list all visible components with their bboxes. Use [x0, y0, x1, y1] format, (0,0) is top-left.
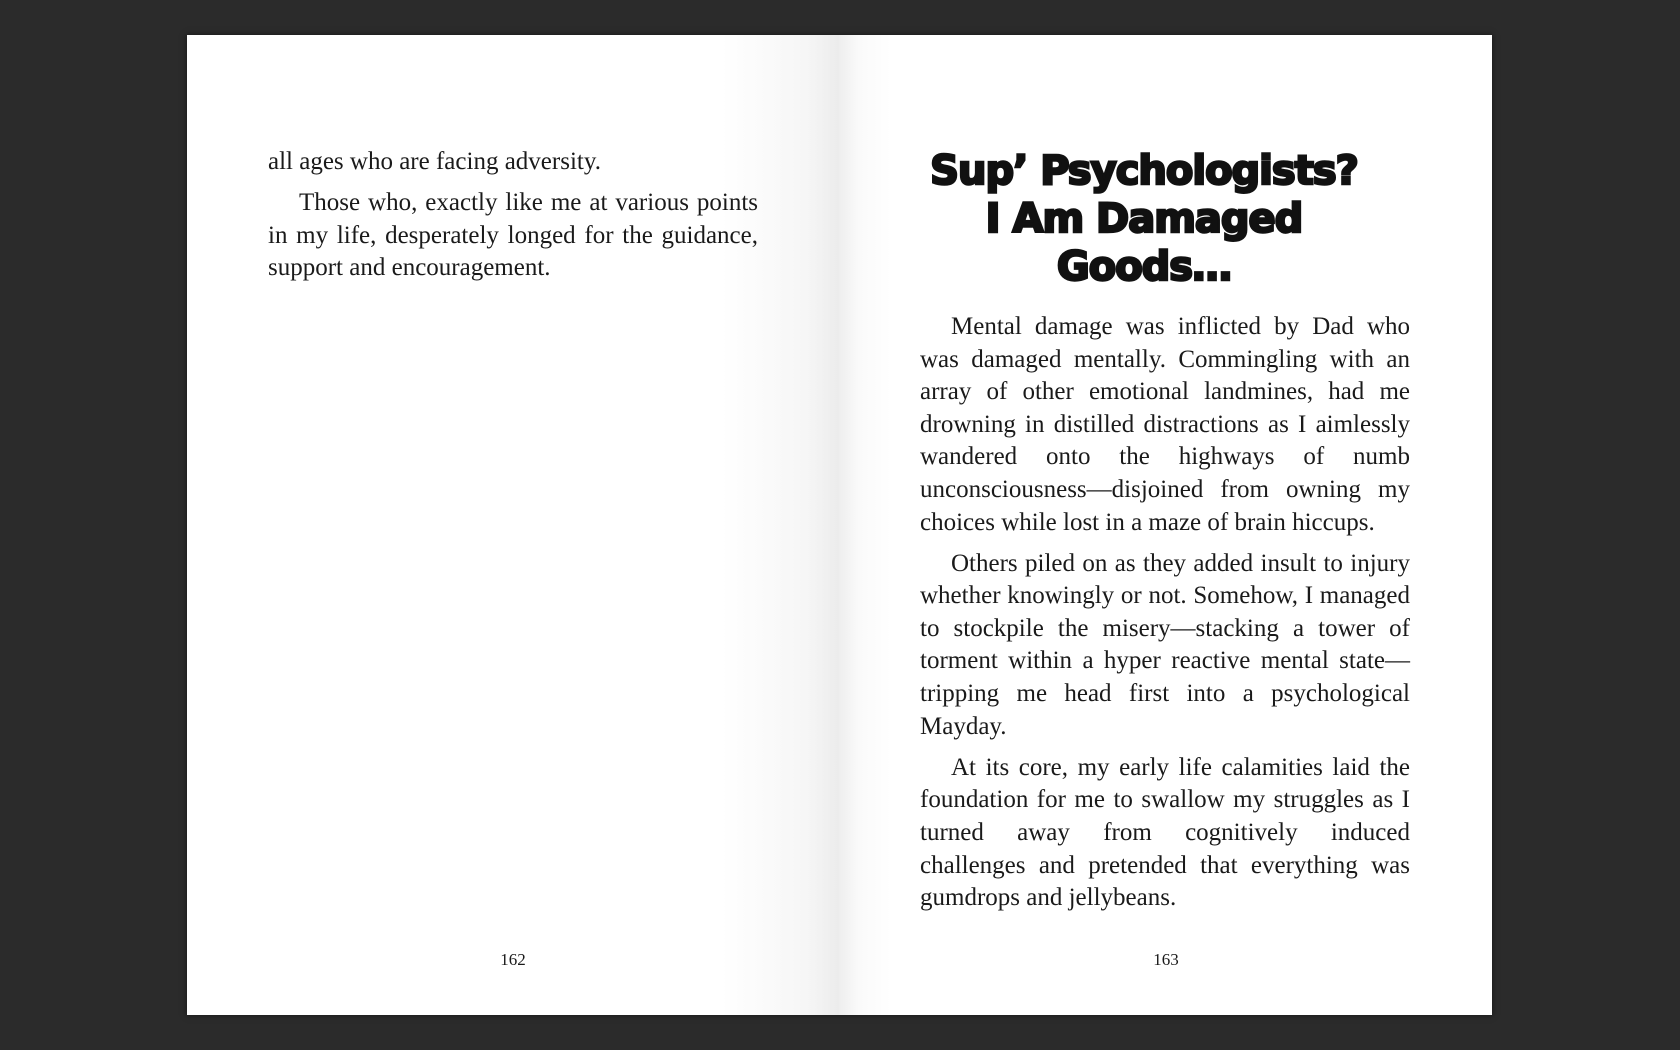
page-number-right: 163 [1153, 950, 1179, 969]
paragraph: Mental damage was inflicted by Dad who was damaged mentally. Commingling with an array of other emotional landmines, had me drowning in distilled distractions as I aimlessly wandered onto the highways of numb unconsciousness—disjoined from owning my choices while lost in a maze of brain hiccups. [920, 313, 1410, 536]
right-page [839, 35, 1492, 1015]
paragraph: all ages who are facing adversity. [268, 148, 601, 175]
paragraph: At its core, my early life calamities laid the foundation for me to swallow my struggles as I turned away from cognitively induced challenges and pretended that everything was gumdrops and jellybeans. [920, 753, 1410, 912]
page-number-left: 162 [500, 950, 526, 969]
paragraph: Those who, exactly like me at various points in my life, desperately longed for the guidance, support and encouragement. [268, 189, 758, 282]
left-page [187, 35, 839, 1015]
chapter-title [899, 147, 1389, 291]
chapter-title-line: I Am Damaged [985, 196, 1303, 242]
right-page-text [920, 311, 1410, 923]
book-spread [187, 35, 1492, 1015]
chapter-title-line: Goods… [1056, 244, 1232, 290]
chapter-title-line: Sup’ Psychologists? [930, 148, 1358, 194]
paragraph: Others piled on as they added insult to injury whether knowingly or not. Somehow, I managed to stockpile the misery—stacking a tower of torment within a hyper reactive mental state—tripping me head first into a psychological Mayday. [920, 549, 1410, 740]
left-page-text [268, 146, 758, 293]
